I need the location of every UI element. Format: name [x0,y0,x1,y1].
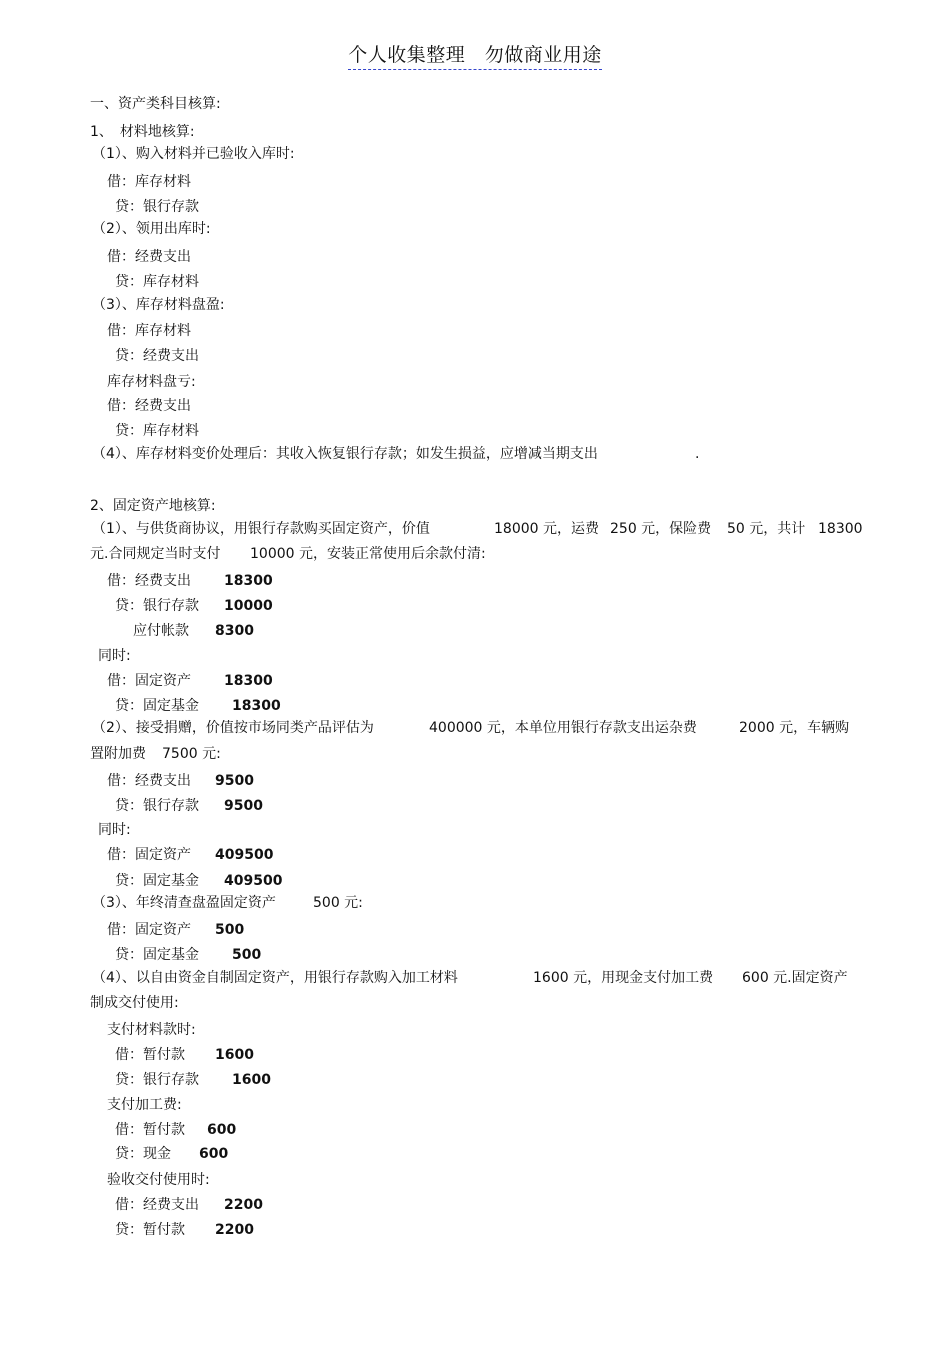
entry-line: 同时: [98,648,131,664]
entry-line: 400000 元，本单位用银行存款支出运杂费 [429,720,697,736]
entry-line: 借：暂付款 [115,1047,185,1063]
entry-line: 借：固定资产 [107,847,191,863]
entry-line: 借：库存材料 [107,174,191,190]
amount: 600 [199,1146,229,1162]
header-text: 个人收集整理 勿做商业用途 [348,44,602,70]
entry-line: 贷：固定基金 [115,873,199,889]
item-heading: （3）、库存材料盘盈: [92,297,225,313]
amount: 2200 [224,1197,263,1213]
entry-line: 250 元，保险费 [610,521,712,537]
entry-line: 贷：银行存款 [115,1072,199,1088]
entry-line: 同时: [98,822,131,838]
entry-line: 50 元，共计 [727,521,806,537]
amount: 9500 [224,798,263,814]
amount: 1600 [232,1072,271,1088]
entry-line: 借：暂付款 [115,1122,185,1138]
item-heading: （1）、购入材料并已验收入库时: [92,146,295,162]
entry-line: 贷：固定基金 [115,698,199,714]
entry-line: 借：经费支出 [107,573,191,589]
amount: 600 [207,1122,237,1138]
entry-line: 库存材料盘亏: [107,374,196,390]
amount: 8300 [215,623,254,639]
entry-line: 18300 [818,521,863,537]
entry-line: 借：经费支出 [107,249,191,265]
entry-line: 贷：现金 [115,1146,171,1162]
item-heading: （1）、与供货商协议，用银行存款购买固定资产，价值 [92,521,430,537]
entry-line: 贷：库存材料 [115,274,199,290]
entry-line: 贷：库存材料 [115,423,199,439]
entry-line: 借：固定资产 [107,673,191,689]
amount: 1600 [215,1047,254,1063]
amount: 18300 [224,673,273,689]
entry-line: 2000 元，车辆购 [739,720,850,736]
item-heading: （4）、库存材料变价处理后：其收入恢复银行存款；如发生损益，应增减当期支出 [92,446,598,462]
entry-line: 7500 元: [162,746,221,762]
entry-line: 贷：银行存款 [115,199,199,215]
entry-line: 支付加工费: [107,1097,182,1113]
item-heading: （2）、接受捐赠，价值按市场同类产品评估为 [92,720,374,736]
entry-line: 支付材料款时: [107,1022,196,1038]
entry-line: 元.合同规定当时支付 [90,546,221,562]
entry-line: 应付帐款 [133,623,189,639]
entry-line: 18000 元，运费 [494,521,599,537]
amount: 9500 [215,773,254,789]
amount: 409500 [224,873,283,889]
entry-line: 贷：经费支出 [115,348,199,364]
subsection-heading: 1、 材料地核算: [90,124,195,140]
entry-line: 借：经费支出 [115,1197,199,1213]
entry-line: 贷：银行存款 [115,798,199,814]
amount: 18300 [232,698,281,714]
amount: 500 [232,947,262,963]
amount: 2200 [215,1222,254,1238]
entry-line: 贷：固定基金 [115,947,199,963]
entry-line: 借：经费支出 [107,398,191,414]
entry-line: 1600 元，用现金支付加工费 [533,970,714,986]
amount: 409500 [215,847,274,863]
entry-line: 借：经费支出 [107,773,191,789]
entry-line: 借：库存材料 [107,323,191,339]
amount: 500 [215,922,245,938]
entry-line: . [695,446,700,462]
entry-line: 贷：银行存款 [115,598,199,614]
entry-line: 500 元: [313,895,363,911]
entry-line: 贷：暂付款 [115,1222,185,1238]
amount: 10000 [224,598,273,614]
amount: 18300 [224,573,273,589]
item-heading: （2）、领用出库时: [92,221,211,237]
document-header [0,40,950,67]
section-heading: 一、资产类科目核算: [90,96,221,112]
item-heading: （3）、年终清查盘盈固定资产 [92,895,276,911]
subsection-heading: 2、固定资产地核算: [90,498,216,514]
entry-line: 验收交付使用时: [107,1172,210,1188]
entry-line: 600 元.固定资产 [742,970,848,986]
entry-line: 10000 元，安装正常使用后余款付清: [250,546,486,562]
entry-line: 制成交付使用: [90,995,179,1011]
entry-line: 借：固定资产 [107,922,191,938]
entry-line: 置附加费 [90,746,146,762]
item-heading: （4）、以自由资金自制固定资产，用银行存款购入加工材料 [92,970,458,986]
